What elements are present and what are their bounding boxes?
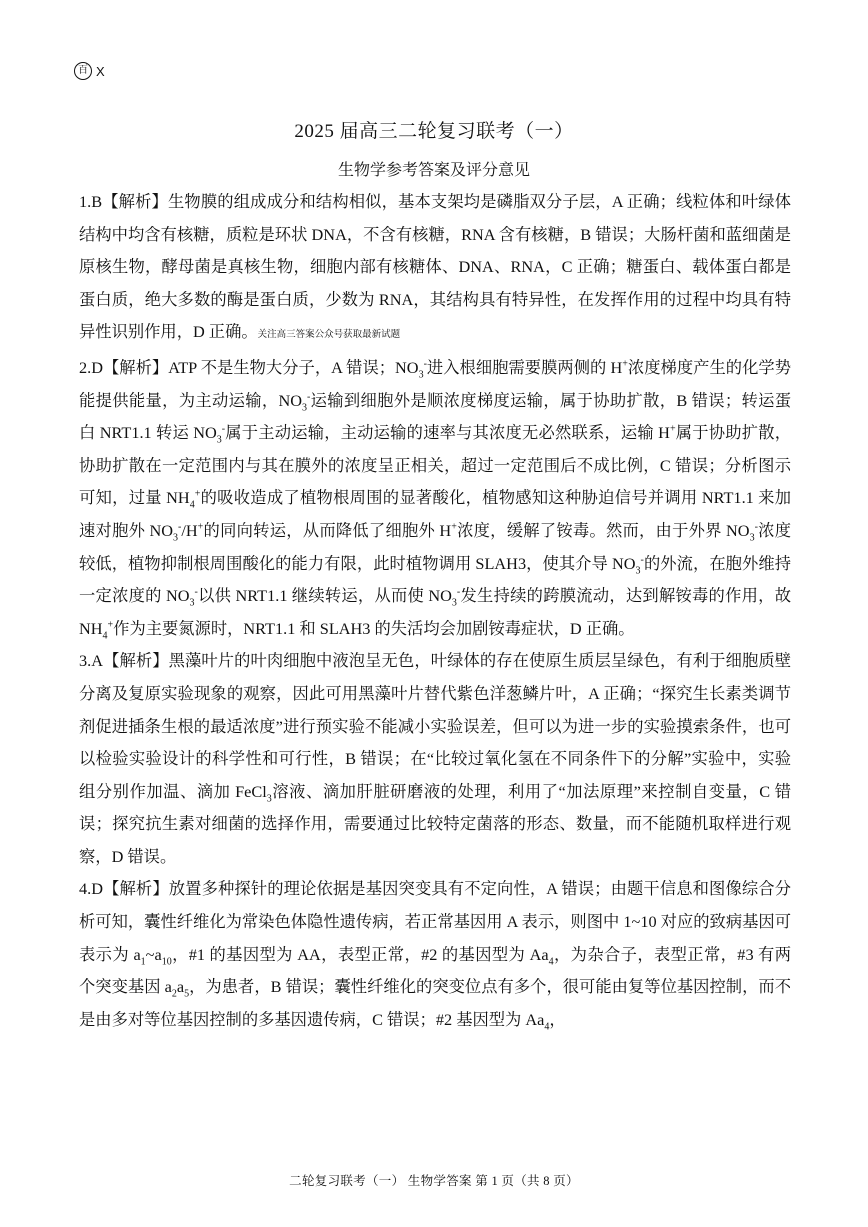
q3-sub: 3 [266, 792, 272, 804]
q4-sub: 2 [171, 988, 177, 1000]
q2-seg: 运输到细胞外是顺浓度梯度运输，属于协助扩散，B 错误；转运蛋白 NRT1.1 转运 NO [79, 390, 791, 443]
q2-sub: 3 [418, 369, 424, 381]
q1-text: 1.B【解析】生物膜的组成成分和结构相似，基本支架均是磷脂双分子层，A 正确；线粒体和叶绿体结构中均含有核糖，质粒是环状 DNA，不含有核糖，RNA 含有核糖，B 错误；大肠杆菌和蓝细菌是原核生物，酵母菌是真核生物，细胞内部有核糖体、DNA、RNA，C 正确；糖蛋白、载体蛋白都是蛋白质，绝大多数的酶是蛋白质，少数为 RNA，其结构具有特异性，在发挥作用的过程中均具有特异性识别作用，D 正确。 [79, 192, 791, 342]
q2-sub: 4 [102, 629, 108, 641]
q2-sup: + [194, 488, 201, 500]
q2-sub: 3 [749, 532, 755, 544]
q4-seg: 4.D【解析】放置多种探针的理论依据是基因突变具有不定向性，A 错误；由题干信息和图像综合分析可知，囊性纤维化为常染色体隐性遗传病，若正常基因用 A 表示，则图中 1~10 对应的致病基因可表示为 a [79, 879, 791, 964]
q2-seg: 的同向转运，从而降低了细胞外 H [203, 520, 452, 540]
q2-seg: 属于主动运输，主动运输的速率与其浓度无必然联系，运输 H [225, 423, 670, 443]
q2-sub: 4 [189, 499, 195, 511]
corner-x: X [96, 63, 105, 79]
q4-sub: 1 [140, 955, 146, 967]
q2-seg: 2.D【解析】ATP 不是生物大分子，A 错误；NO [79, 357, 419, 377]
q2-sup: + [669, 423, 676, 435]
q2-sub: 3 [301, 401, 307, 413]
q2-seg: 发生持续的跨膜流动，达到解铵毒的作用，故 NH [79, 586, 791, 638]
q4-seg: ~a [145, 944, 162, 964]
q2-seg: 属于协助扩散，协助扩散在一定范围内与其在膜外的浓度呈正相关，超过一定范围后不成比例，C 错误；分析图示可知，过量 NH [79, 423, 791, 508]
q3-seg: 溶液、滴加肝脏研磨液的处理，利用了“加法原理”来控制自变量，C 错误；探究抗生素对细菌的选择作用，需要通过比较特定菌落的形态、数量，而不能随机取样进行观察，D 错误。 [79, 781, 791, 866]
q4-sub: 4 [544, 1021, 550, 1033]
q2-sup: + [622, 358, 628, 370]
q2-seg: 的吸收造成了植物根周围的显著酸化，植物感知这种胁迫信号并调用 NRT1.1 来加速对胞外 NO [79, 488, 791, 540]
answer-body [79, 186, 791, 1036]
q4-seg: ，#1 的基因型为 AA，表型正常，#2 的基因型为 Aa [171, 944, 549, 964]
q2-seg: /H [181, 520, 198, 540]
page-subtitle: 生物学参考答案及评分意见 [337, 162, 530, 179]
q2-sup: - [754, 521, 758, 533]
q2-sup: - [221, 423, 226, 435]
q3-seg: 3.A【解析】黑藻叶片的叶肉细胞中液泡呈无色，叶绿体的存在使原生质层呈绿色，有利于细胞质壁分离及复原实验现象的观察，因此可用黑藻叶片替代紫色洋葱鳞片叶，A 正确；“探究生长素类调节剂促进插条生根的最适浓度”进行预实验不能减小实验误差，但可以为进一步的实验摸索条件，也可以检验实验设计的科学性和可行性，B 错误；在“比较过氧化氢在不同条件下的分解”实验中，实验组分别作加温、滴加 FeCl [79, 651, 791, 801]
page-footer: 二轮复习联考（一） 生物学答案 第 1 页（共 8 页） [289, 1174, 579, 1188]
q2-sup: + [197, 521, 204, 533]
q2-sub: 3 [216, 434, 222, 446]
q2-sup: - [178, 521, 182, 533]
q2-sup: - [423, 358, 427, 370]
q1-note: 关注高三答案公众号获取最新试题 [257, 330, 401, 341]
page-title: 2025 届高三二轮复习联考（一） [294, 121, 574, 142]
corner-mark [74, 62, 105, 80]
q2-sup: - [194, 586, 198, 598]
q4-sub: 5 [184, 988, 190, 1000]
q4-seg: ， [549, 1009, 566, 1029]
q4-sub: 4 [548, 955, 554, 967]
q2-sub: 3 [189, 597, 195, 609]
q4-seg: a [176, 977, 185, 997]
answer-q3 [79, 645, 791, 873]
q2-seg: 作为主要氮源时，NRT1.1 和 SLAH3 的失活均会加剧铵毒症状，D 正确。 [113, 618, 635, 638]
q2-seg: 的外流，在胞外维持一定浓度的 NO [79, 553, 791, 606]
answer-q2 [79, 352, 791, 645]
q2-seg: 进入根细胞需要膜两侧的 H [426, 357, 623, 377]
q4-seg: ，为患者，B 错误；囊性纤维化的突变位点有多个，很可能由复等位基因控制，而不是由多对等位基因控制的多基因遗传病，C 错误；#2 基因型为 Aa [79, 977, 791, 1029]
q2-sup: - [640, 554, 644, 566]
answer-q4 [79, 873, 791, 1036]
q2-sup: + [107, 619, 114, 631]
q2-sup: + [451, 521, 457, 533]
q2-seg: 以供 NRT1.1 继续转运，从而使 NO [197, 586, 452, 606]
q2-sub: 3 [451, 597, 457, 609]
q2-sub: 3 [173, 532, 179, 544]
circle-glyph-icon: 百 [74, 62, 92, 80]
q2-sup: - [306, 391, 311, 403]
q2-seg: 浓度，缓解了铵毒。然而，由于外界 NO [456, 520, 750, 540]
q2-sub: 3 [635, 564, 641, 576]
q4-seg: ，为杂合子，表型正常，#3 有两个突变基因 a [79, 944, 791, 997]
answer-q1 [79, 186, 791, 352]
q4-sub: 10 [161, 955, 172, 967]
q2-seg: 浓度梯度产生的化学势能提供能量，为主动运输，NO [79, 357, 791, 410]
q2-sup: - [456, 586, 461, 598]
q2-seg: 浓度较低，植物抑制根周围酸化的能力有限，此时植物调用 SLAH3，使其介导 NO [79, 520, 791, 573]
